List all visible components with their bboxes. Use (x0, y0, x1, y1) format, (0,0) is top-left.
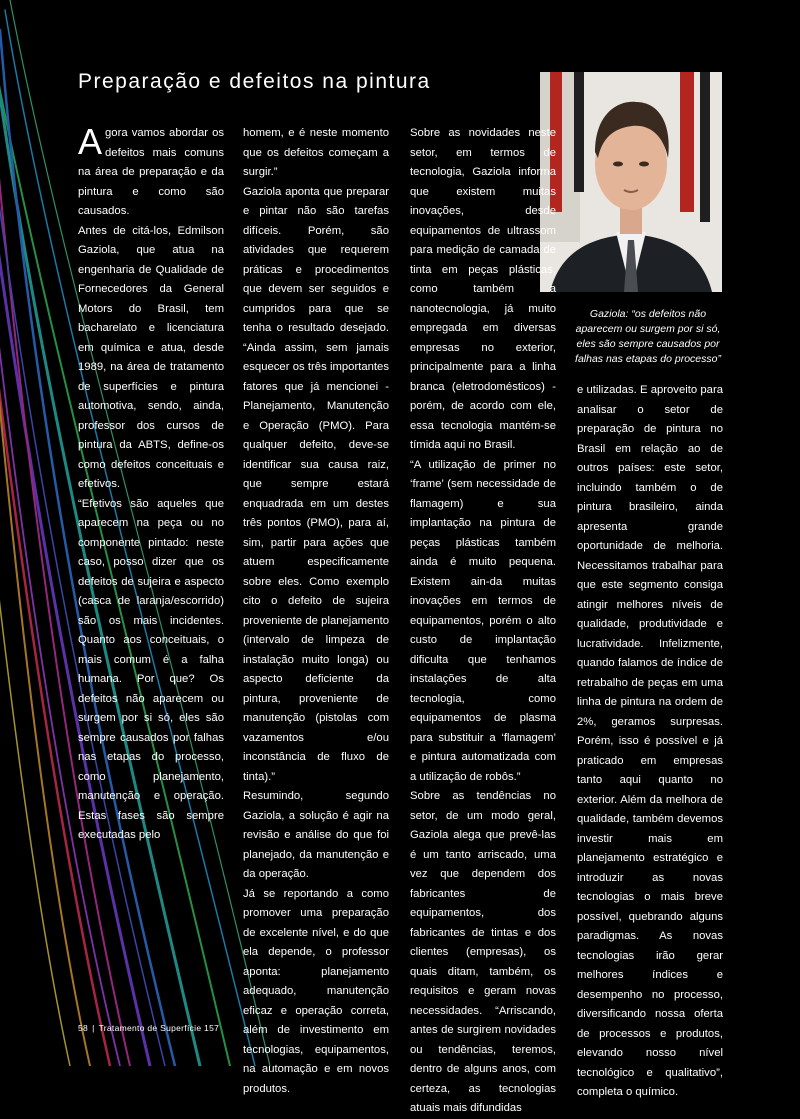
article-column-3 (410, 124, 556, 1119)
paragraph: e utilizadas. E aproveito para analisar o setor de preparação de pintura no Brasil em relação ao de outros países: este setor, incluindo também o de pintura brasileiro, ainda apresenta grande oportunidade de melhoria. Necessitamos trabalhar para que este segmento consiga atingir melhores níveis de qualidade, produtividade e lucratividade. Infelizmente, quando falamos de índice de retrabalho de peças em uma linha de pintura na ordem de 2%, geramos surpresas. Porém, isso é possível e já praticado em empresas tanto aqui quanto no exterior. Além da melhora de qualidade, também devemos investir mais em planejamento estratégico e introduzir as novas tecnologias o mais breve possível, quebrando alguns paradigmas. As novas tecnologias irão gerar melhores índices e desempenho no processo, diversificando nossa oferta de processos e produtos, elevando nosso nível tecnológico e qualitativo”, completa o químico. (577, 384, 723, 1098)
article-column-4 (577, 381, 723, 1103)
footer-separator: | (92, 1023, 95, 1033)
paragraph: Agora vamos abordar os defeitos mais comuns na área de preparação e da pintura e como são causados. (78, 121, 224, 217)
publication-name: Tratamento de Superfície 157 (98, 1023, 220, 1033)
article-column-1 (78, 121, 224, 846)
paragraph: Resumindo, segundo Gaziola, a solução é agir na revisão e análise do que foi planejado, da manutenção e da operação. (243, 790, 389, 880)
paragraph: “A utilização de primer no ‘frame’ (sem necessidade de flamagem) e sua implantação na pintura de peças plásticas também ainda é muito pequena. Existem ain-da muitas inovações em termos de equipamentos, porém o alto custo de implantação dificulta que tenhamos instalações de alta tecnologia, como equipamentos de plasma para substituir a ‘flamagem’ e pintura automatizada com a utilização de robôs.” (410, 458, 556, 783)
drop-cap: A (78, 121, 103, 162)
paragraph: Gaziola aponta que preparar e pintar não são tarefas difíceis. Porém, são atividades que requerem práticas e procedimentos que devem ser seguidos e cumpridos para que se tenha o resultado desejado. “Ainda assim, sem jamais esquecer os três importantes fatores que já mencionei - Planejamento, Manutenção e Operação (PMO). Para qualquer defeito, deve-se identificar sua causa raiz, que sempre estará enquadrada em um destes três pontos (PMO), para aí, sim, partir para ações que atuem especificamente sobre eles. Como exemplo cito o defeito de sujeira proveniente de planejamento (intervalo de limpeza de instalação muito longa) ou aspecto deficiente da pintura, proveniente de manutenção (pistolas com vazamentos e/ou inconstância de fluxo de tinta).” (243, 185, 389, 783)
paragraph: homem, e é neste momento que os defeitos começam a surgir.” (243, 127, 389, 178)
article-column-2 (243, 124, 389, 1099)
paragraph: “Efetivos são aqueles que aparecem na peça ou no componente pintado: neste caso, posso dizer que os defeitos de sujeira e aspecto (casca de laranja/escorrido) são os mais incidentes. Quanto aos conceituais, o mais comum é a falha humana. Por que? Os defeitos não aparecem ou surgem por si só, eles são sempre causados por falhas nas etapas do processo, como planejamento, manutenção e operação. Estas fases são sempre executadas pelo (78, 497, 224, 841)
portrait-photo (540, 72, 722, 292)
page-number: 58 (78, 1023, 89, 1033)
photo-caption: Gaziola: “os defeitos não aparecem ou surgem por si só, eles são sempre causados por falhas nas etapas do processo” (575, 308, 721, 365)
page-footer (78, 1023, 219, 1033)
page-title: Preparação e defeitos na pintura (78, 70, 431, 93)
paragraph: Já se reportando a como promover uma preparação de excelente nível, e do que ela depende, o professor aponta: planejamento adequado, manutenção eficaz e operação correta, além de investimento em tecnologias, equipamentos, na automação e em novos produtos. (243, 887, 389, 1095)
paragraph: Sobre as tendências no setor, de um modo geral, Gaziola alega que prevê-las é um tanto arriscado, uma vez que dependem dos fabricantes de equipamentos, dos fabricantes de tintas e dos clientes (empresas), os quais ditam, também, os requisitos e geram novas necessidades. “Arriscando, antes de surgirem novidades ou tendências, teremos, dentro de alguns anos, com certeza, as tecnologias atuais mais difundidas (410, 790, 556, 1114)
paragraph: Sobre as novidades neste setor, em termos de tecnologia, Gaziola informa que existem muitas inovações, desde equipamentos de ultrassom para medição de camada de tinta em peças plásticas, como também a nanotecnologia, já muito empregada em diversas empresas no exterior, principalmente para a linha branca (eletrodomésticos) - porém, de acordo com ele, essa tecnologia mantém-se tímida aqui no Brasil. (410, 127, 556, 451)
paragraph: Antes de citá-los, Edmilson Gaziola, que atua na engenharia de Qualidade de Fornecedores da General Motors do Brasil, tem bacharelato e licenciatura em química e atua, desde 1989, na área de tratamento de superfícies e pintura automotiva, sendo, ainda, professor dos cursos de pintura da ABTS, define-os como defeitos conceituais e efetivos. (78, 224, 224, 490)
